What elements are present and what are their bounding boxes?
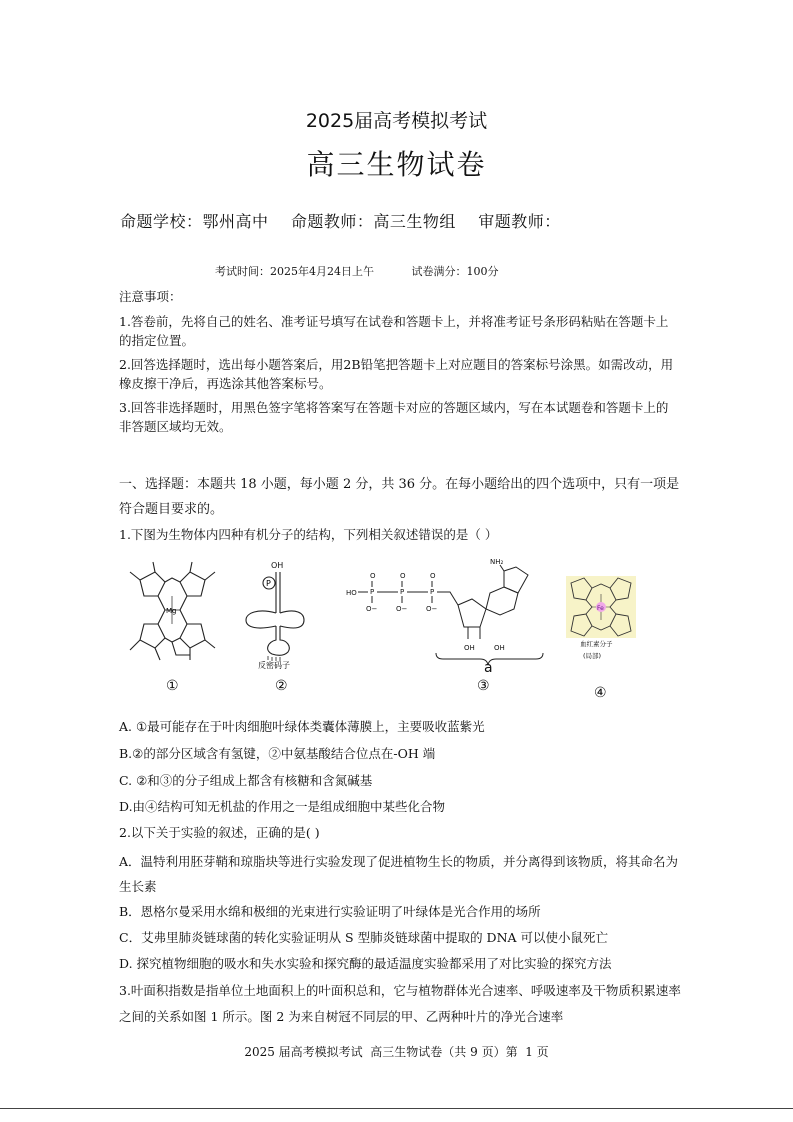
heme-sub-label: (局部) <box>583 652 602 660</box>
svg-text:O: O <box>400 572 406 580</box>
a-brace-label: a <box>484 660 493 676</box>
exam-name: 2025届高考模拟考试 <box>305 110 488 132</box>
svg-text:P: P <box>370 588 375 596</box>
svg-text:P: P <box>400 588 405 596</box>
paper-title: 高三生物试卷 <box>306 148 487 181</box>
notice-heading: 注意事项： <box>119 289 182 304</box>
heme-label: 血红素分子 <box>580 640 613 648</box>
page-footer: 2025 届高考模拟考试 高三生物试卷（共 9 页）第 1 页 <box>244 1045 549 1059</box>
p-label: P <box>266 579 271 588</box>
o-minus-1: O− <box>366 605 378 613</box>
fig-label-3: ③ <box>477 678 490 694</box>
svg-text:P: P <box>430 588 435 596</box>
heme-structure <box>556 568 646 648</box>
q2-option-b: B．恩格尔曼采用水绵和极细的光束进行实验证明了叶绿体是光合作用的场所 <box>119 904 541 919</box>
q2-stem: 2.以下关于实验的叙述，正确的是( ) <box>119 825 320 840</box>
fe-label: Fe <box>597 605 604 612</box>
notice-item-3: 3.回答非选择题时，用黑色签字笔将答案写在答题卡对应的答题区域内，写在本试题卷和答题卡上的非答题区域均无效。 <box>119 400 669 434</box>
section1-intro: 一、选择题：本题共 18 小题，每小题 2 分，共 36 分。在每小题给出的四个选项中，只有一项是符合题目要求的。 <box>119 477 680 517</box>
q1-option-a: A. ①最可能存在于叶肉细胞叶绿体类囊体薄膜上，主要吸收蓝紫光 <box>119 719 485 734</box>
exam-info <box>215 263 533 279</box>
full-score: 试卷满分：100分 <box>411 265 499 278</box>
notice-item-1: 1.答卷前，先将自己的姓名、准考证号填写在试卷和答题卡上，并将准考证号条形码粘贴在答题卡上的指定位置。 <box>119 314 669 348</box>
fig-label-1: ① <box>166 678 179 694</box>
q2-option-c: C．艾弗里肺炎链球菌的转化实验证明从 S 型肺炎链球菌中提取的 DNA 可以使小鼠死亡 <box>119 930 609 945</box>
q1-option-d: D.由④结构可知无机盐的作用之一是组成细胞中某些化合物 <box>119 799 446 814</box>
oh-3: OH <box>494 644 505 652</box>
o-minus-2: O− <box>396 605 408 613</box>
ho-label: HO <box>346 589 357 597</box>
q1-stem: 1.下图为生物体内四种有机分子的结构，下列相关叙述错误的是（ ） <box>119 527 498 542</box>
trna-structure <box>238 558 308 670</box>
oh-label: OH <box>271 561 284 570</box>
svg-text:O: O <box>430 572 436 580</box>
notice-item-2: 2.回答选择题时，选出每小题答案后，用2B铅笔把答题卡上对应题目的答案标号涂黑。如需改动，用橡皮擦干净后，再选涂其他答案标号。 <box>119 357 674 391</box>
q2-option-d: D. 探究植物细胞的吸水和失水实验和探究酶的最适温度实验都采用了对比实验的探究方法 <box>119 956 612 971</box>
exam-time: 考试时间：2025年4月24日上午 <box>215 265 374 278</box>
bottom-rule <box>0 1108 793 1109</box>
chlorophyll-structure <box>120 560 225 665</box>
o-minus-3: O− <box>426 605 438 613</box>
q3-stem: 3.叶面积指数是指单位土地面积上的叶面积总和，它与植物群体光合速率、呼吸速率及干物质积累速率之间的关系如图 1 所示。图 2 为来自树冠不同层的甲、乙两种叶片的净光合速率 <box>119 983 681 1024</box>
q2-option-a: A．温特利用胚芽鞘和琼脂块等进行实验发现了促进植物生长的物质，并分离得到该物质，将其命名为生长素 <box>119 854 679 894</box>
atp-structure <box>340 553 550 671</box>
q1-option-b: B.②的部分区域含有氢键，②中氨基酸结合位点在-OH 端 <box>119 746 436 761</box>
mg-label: Mg <box>166 607 177 615</box>
nh2-label: NH₂ <box>490 558 504 566</box>
fig-label-2: ② <box>275 678 288 694</box>
svg-text:O: O <box>370 572 376 580</box>
anticodon-label: 反密码子 <box>258 661 290 670</box>
oh-2: OH <box>464 644 475 652</box>
setter-line: 命题学校：鄂州高中 命题教师：高三生物组 审题教师： <box>120 212 561 231</box>
fig-label-4: ④ <box>594 685 607 701</box>
q1-option-c: C. ②和③的分子组成上都含有核糖和含氮碱基 <box>119 773 373 788</box>
